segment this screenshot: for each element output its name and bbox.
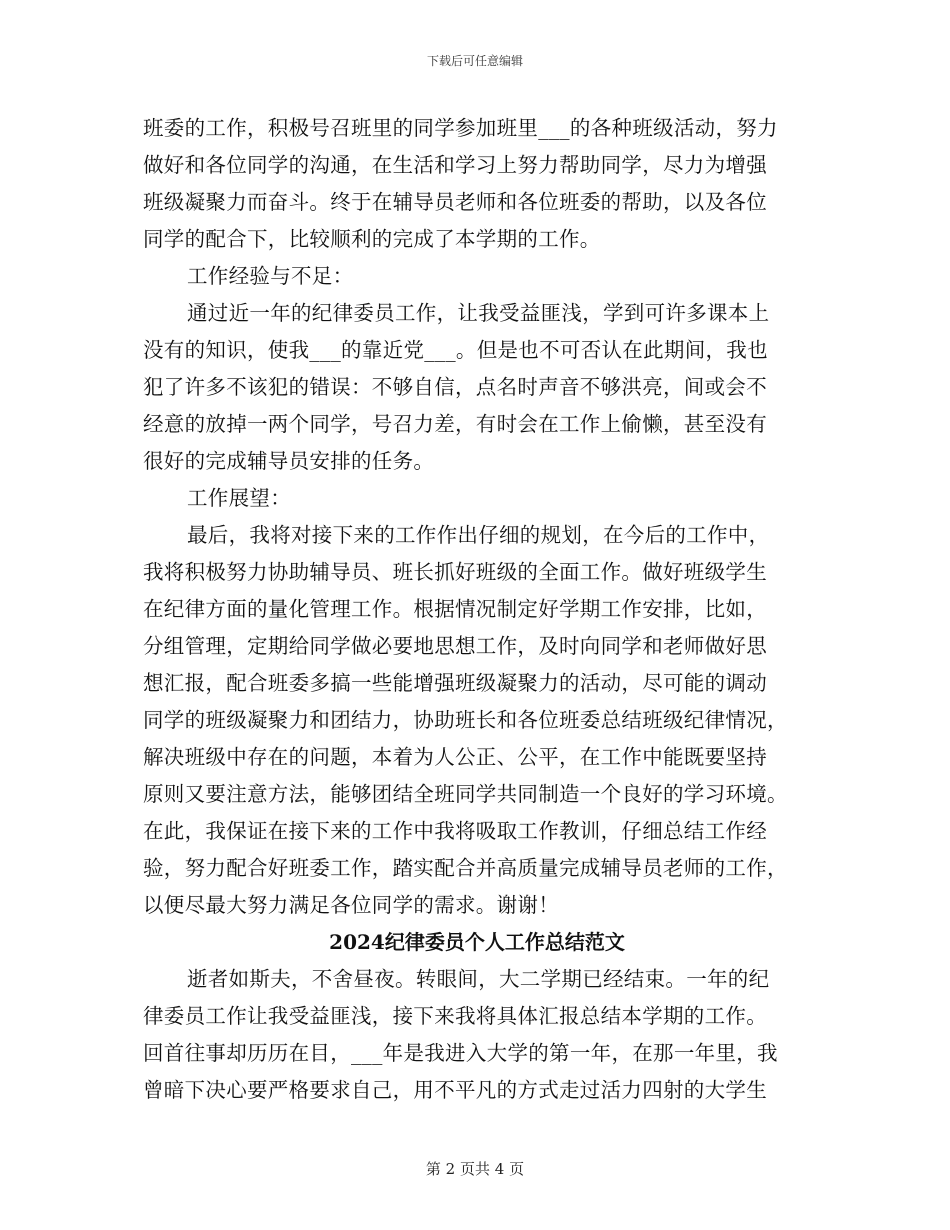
text-line: 很好的完成辅导员安排的任务。 (143, 449, 435, 473)
text-line: 律委员工作让我受益匪浅，接下来我将具体汇报总结本学期的工作。 (143, 1004, 767, 1028)
text-line: 做好和各位同学的沟通，在生活和学习上努力帮助同学，尽力为增强 (143, 153, 767, 177)
text-line: 逝者如斯夫，不舍昼夜。转眼间，大二学期已经结束。一年的纪 (187, 967, 770, 991)
text-line: 班委的工作，积极号召班里的同学参加班里___的各种班级活动，努力 (143, 116, 778, 140)
text-line: 我将积极努力协助辅导员、班长抓好班级的全面工作。做好班级学生 (143, 560, 767, 584)
text-line: 解决班级中存在的问题，本着为人公正、公平，在工作中能既要坚持 (143, 745, 767, 769)
text-line: 工作经验与不足： (187, 264, 354, 288)
text-line: 同学的班级凝聚力和团结力，协助班长和各位班委总结班级纪律情况， (143, 708, 788, 732)
text-line: 没有的知识，使我___的靠近党___。但是也不可否认在此期间，我也 (143, 338, 768, 362)
text-line: 分组管理，定期给同学做必要地思想工作，及时向同学和老师做好思 (143, 634, 767, 658)
text-line: 原则又要注意方法，能够团结全班同学共同制造一个良好的学习环境。 (143, 782, 788, 806)
page-number: 第 2 页共 4 页 (425, 1160, 525, 1178)
text-line: 工作展望： (187, 486, 291, 510)
text-line: 通过近一年的纪律委员工作，让我受益匪浅，学到可许多课本上 (187, 301, 770, 325)
text-line: 在此，我保证在接下来的工作中我将吸取工作教训，仔细总结工作经 (143, 819, 767, 843)
document-body (143, 110, 811, 1109)
section-title: 2024纪律委员个人工作总结范文 (329, 930, 625, 954)
text-line: 以便尽最大努力满足各位同学的需求。谢谢！ (143, 893, 559, 917)
text-line: 经意的放掉一两个同学，号召力差，有时会在工作上偷懒，甚至没有 (143, 412, 767, 436)
page-header-note: 下载后可任意编辑 (426, 54, 523, 68)
text-line: 验，努力配合好班委工作，踏实配合并高质量完成辅导员老师的工作， (143, 856, 788, 880)
text-line: 同学的配合下，比较顺利的完成了本学期的工作。 (143, 227, 601, 251)
text-line: 最后，我将对接下来的工作作出仔细的规划，在今后的工作中， (187, 523, 770, 547)
text-line: 班级凝聚力而奋斗。终于在辅导员老师和各位班委的帮助，以及各位 (143, 190, 767, 214)
text-line: 曾暗下决心要严格要求自己，用不平凡的方式走过活力四射的大学生 (143, 1078, 767, 1102)
text-line: 回首往事却历历在目，___年是我进入大学的第一年，在那一年里，我 (143, 1041, 778, 1065)
text-line: 在纪律方面的量化管理工作。根据情况制定好学期工作安排，比如， (143, 597, 767, 621)
text-line: 想汇报，配合班委多搞一些能增强班级凝聚力的活动，尽可能的调动 (143, 671, 767, 695)
text-line: 犯了许多不该犯的错误：不够自信，点名时声音不够洪亮，间或会不 (143, 375, 767, 399)
